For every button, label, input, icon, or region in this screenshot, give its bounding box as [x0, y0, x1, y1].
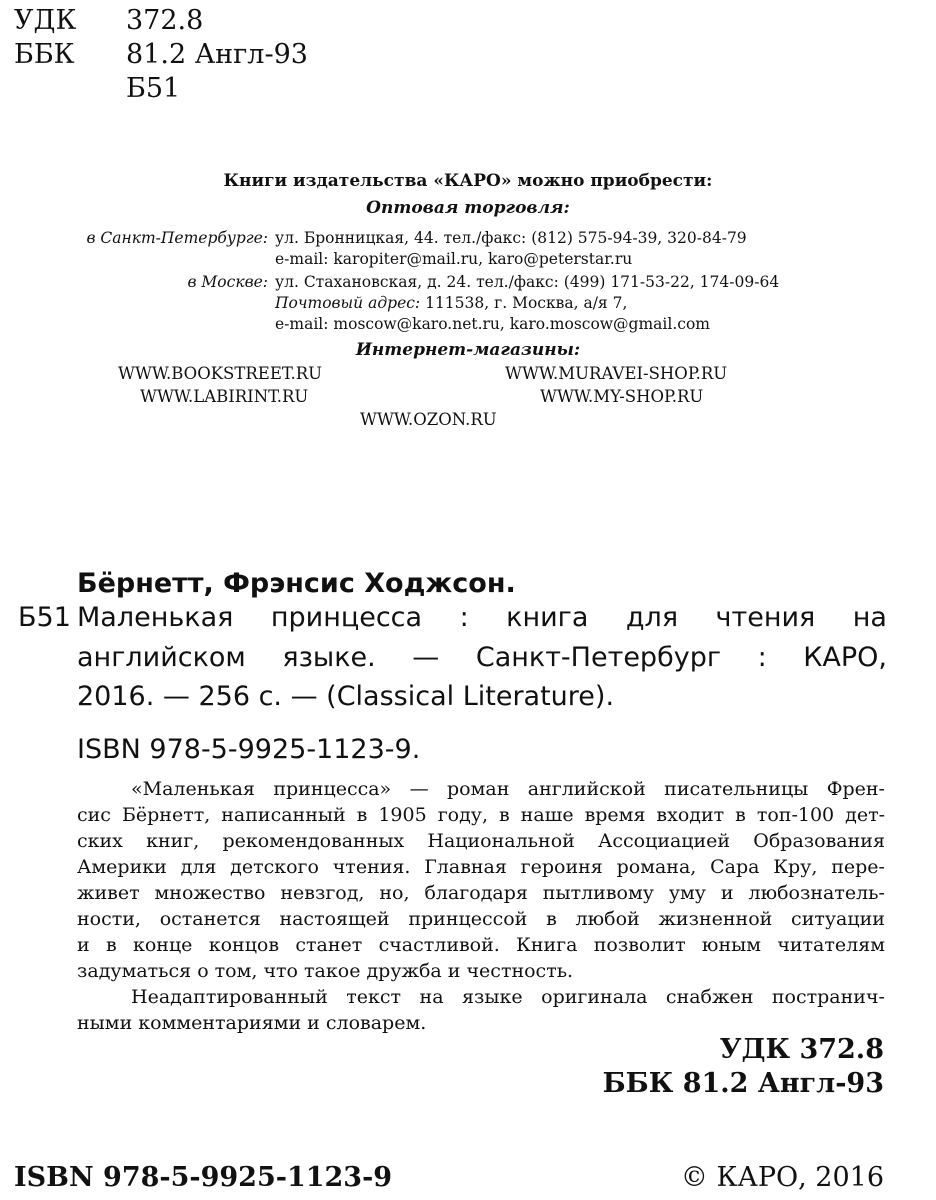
annotation-word: невзгод, — [280, 882, 365, 904]
annotation-word: Френ- — [826, 778, 885, 800]
bib-word: принцесса — [270, 602, 423, 633]
annotation-word: в — [356, 804, 368, 826]
annotation-word: году, — [437, 804, 488, 826]
annotation-word: Неадаптированный — [131, 986, 328, 1008]
annotation-word: на — [419, 986, 444, 1008]
annotation-word: сис — [77, 804, 111, 826]
annotation-word: английской — [527, 778, 646, 800]
annotation-word: пере- — [831, 856, 885, 878]
annotation-word: входит — [656, 804, 725, 826]
bib-line-2 — [77, 642, 887, 681]
annotation-line — [77, 906, 885, 932]
udk-code: УДК 372.8 — [719, 1034, 884, 1065]
annotation-word: но, — [379, 882, 410, 904]
annotation-word: текст — [346, 986, 402, 1008]
bib-word: на — [852, 602, 887, 633]
annotation-word: принцесса» — [273, 778, 392, 800]
annotation-word: уму — [668, 882, 706, 904]
bib-word: Маленькая — [77, 602, 234, 633]
annotation-word: топ-100 — [756, 804, 835, 826]
bib-word: Санкт-Петербург — [475, 642, 722, 673]
annotation-word: ности, — [77, 908, 141, 930]
annotation-word: в — [546, 908, 557, 930]
annotation-word: написанный — [221, 804, 346, 826]
annotation-word: позволит — [593, 934, 686, 956]
annotation-word: Книга — [516, 934, 578, 956]
annotation-word: настоящей — [279, 908, 390, 930]
annotation-word: «Маленькая — [131, 778, 255, 800]
bib-word: языке. — [282, 642, 376, 673]
udk-label: УДК — [14, 5, 77, 36]
annotation-word: для — [180, 856, 217, 878]
annotation-word: снабжен — [665, 986, 754, 1008]
annotation-word: пытливому — [542, 882, 654, 904]
annotation-line — [77, 854, 885, 880]
shop-link-labirint[interactable]: WWW.LABIRINT.RU — [140, 387, 309, 406]
bbk-code: ББК 81.2 Англ-93 — [602, 1068, 884, 1099]
annotation-word: постранич- — [771, 986, 885, 1008]
annotation-word: жизненной — [658, 908, 773, 930]
annotation-word: Ассоциацией — [597, 830, 731, 852]
annotation-word: конце — [132, 934, 193, 956]
shop-link-bookstreet[interactable]: WWW.BOOKSTREET.RU — [118, 364, 323, 383]
annotation-word: Сара — [710, 856, 760, 878]
annotation-word: чтения. — [332, 856, 411, 878]
annotation-word: время — [584, 804, 646, 826]
annotation-word: языке — [462, 986, 523, 1008]
annotation-line — [77, 802, 885, 828]
annotation-line: задуматься о том, что такое дружба и честность. — [77, 960, 574, 982]
annotation-word: станет — [295, 934, 363, 956]
annotation-word: благодаря — [424, 882, 528, 904]
bbk-label: ББК — [14, 39, 75, 70]
annotation-word: 1905 — [378, 804, 427, 826]
bib-line-1 — [77, 602, 887, 642]
annotation-word: Национальной — [427, 830, 575, 852]
annotation-word: любознатель- — [748, 882, 885, 904]
shop-link-myshop[interactable]: WWW.MY-SHOP.RU — [540, 387, 704, 406]
annotation-word: дет- — [845, 804, 885, 826]
bib-word: для — [625, 602, 679, 633]
bbk-value: 81.2 Англ-93 — [126, 39, 308, 70]
annotation-word: в — [498, 804, 510, 826]
moscow-email: e-mail: moscow@karo.net.ru, karo.moscow@gmail.com — [275, 315, 710, 333]
annotation-word: любой — [575, 908, 640, 930]
bib-word: — — [412, 642, 440, 673]
annotation-word: романа, — [616, 856, 697, 878]
annotation-line — [77, 880, 885, 906]
moscow-postal — [275, 293, 627, 314]
annotation — [77, 776, 885, 1036]
online-heading: Интернет-магазины: — [355, 340, 581, 360]
annotation-word: книг, — [146, 830, 200, 852]
bib-word: чтения — [715, 602, 816, 633]
annotation-word: рекомендованных — [222, 830, 405, 852]
bib-word: : — [459, 602, 469, 633]
annotation-word: Бёрнетт, — [121, 804, 211, 826]
bib-word: КАРО, — [803, 642, 887, 673]
annotation-word: в — [735, 804, 746, 826]
shop-link-ozon[interactable]: WWW.OZON.RU — [360, 410, 497, 429]
annotation-word: концов — [208, 934, 280, 956]
postal-label: Почтовый адрес: — [275, 294, 421, 312]
copyright: © КАРО, 2016 — [680, 1162, 884, 1193]
spb-city: в Санкт-Петербурге: — [86, 229, 268, 247]
wholesale-heading: Оптовая торговля: — [366, 198, 570, 218]
annotation-word: ских — [77, 830, 123, 852]
bib-series: 2016. — 256 с. — (Classical Literature). — [77, 681, 615, 712]
author-mark: Б51 — [126, 73, 181, 104]
bib-line-3 — [77, 681, 887, 712]
annotation-word: и — [720, 882, 734, 904]
bib-word: : — [757, 642, 767, 673]
footer-isbn: ISBN 978-5-9925-1123-9 — [14, 1162, 393, 1193]
annotation-word: детского — [230, 856, 319, 878]
annotation-word: и — [77, 934, 90, 956]
book-author: Бёрнетт, Фрэнсис Ходжсон. — [77, 568, 516, 599]
annotation-word: останется — [159, 908, 261, 930]
annotation-line — [77, 932, 885, 958]
bib-word: книга — [506, 602, 589, 633]
annotation-word: писательницы — [664, 778, 809, 800]
annotation-word: Кру, — [773, 856, 818, 878]
annotation-word: в — [105, 934, 117, 956]
annotation-line — [77, 984, 885, 1010]
shop-link-muravei[interactable]: WWW.MURAVEI-SHOP.RU — [505, 364, 728, 383]
annotation-word: Америки — [77, 856, 167, 878]
moscow-city: в Москве: — [187, 273, 268, 291]
annotation-word: ситуации — [791, 908, 885, 930]
annotation-word: живет — [77, 882, 140, 904]
udk-value: 372.8 — [126, 5, 204, 36]
bib-description — [77, 602, 887, 712]
annotation-word: героиня — [520, 856, 603, 878]
distribution-title: Книги издательства «КАРО» можно приобрести: — [223, 171, 713, 191]
moscow-address: ул. Стахановская, д. 24. тел./факс: (499) 171-53-22, 174-09-64 — [275, 273, 780, 291]
spb-address: ул. Бронницкая, 44. тел./факс: (812) 575-94-39, 320-84-79 — [275, 229, 747, 247]
spb-email: e-mail: karopiter@mail.ru, karo@peterstar.ru — [275, 250, 633, 268]
annotation-word: роман — [447, 778, 510, 800]
bib-isbn: ISBN 978-5-9925-1123-9. — [77, 734, 421, 765]
annotation-word: читателям — [777, 934, 885, 956]
annotation-word: оригинала — [541, 986, 648, 1008]
annotation-word: Образования — [753, 830, 885, 852]
bib-word: английском — [77, 642, 246, 673]
annotation-word: счастливой. — [378, 934, 500, 956]
annotation-line — [77, 828, 885, 854]
annotation-word: множество — [154, 882, 266, 904]
postal-value: 111538, г. Москва, а/я 7, — [425, 294, 628, 312]
annotation-word: Главная — [424, 856, 507, 878]
annotation-word: наше — [520, 804, 574, 826]
annotation-word: юным — [701, 934, 762, 956]
annotation-word: принцессой — [408, 908, 528, 930]
annotation-word: — — [409, 778, 429, 800]
bib-code: Б51 — [18, 602, 71, 633]
annotation-line: ными комментариями и словарем. — [77, 1012, 427, 1034]
annotation-line — [77, 776, 885, 802]
